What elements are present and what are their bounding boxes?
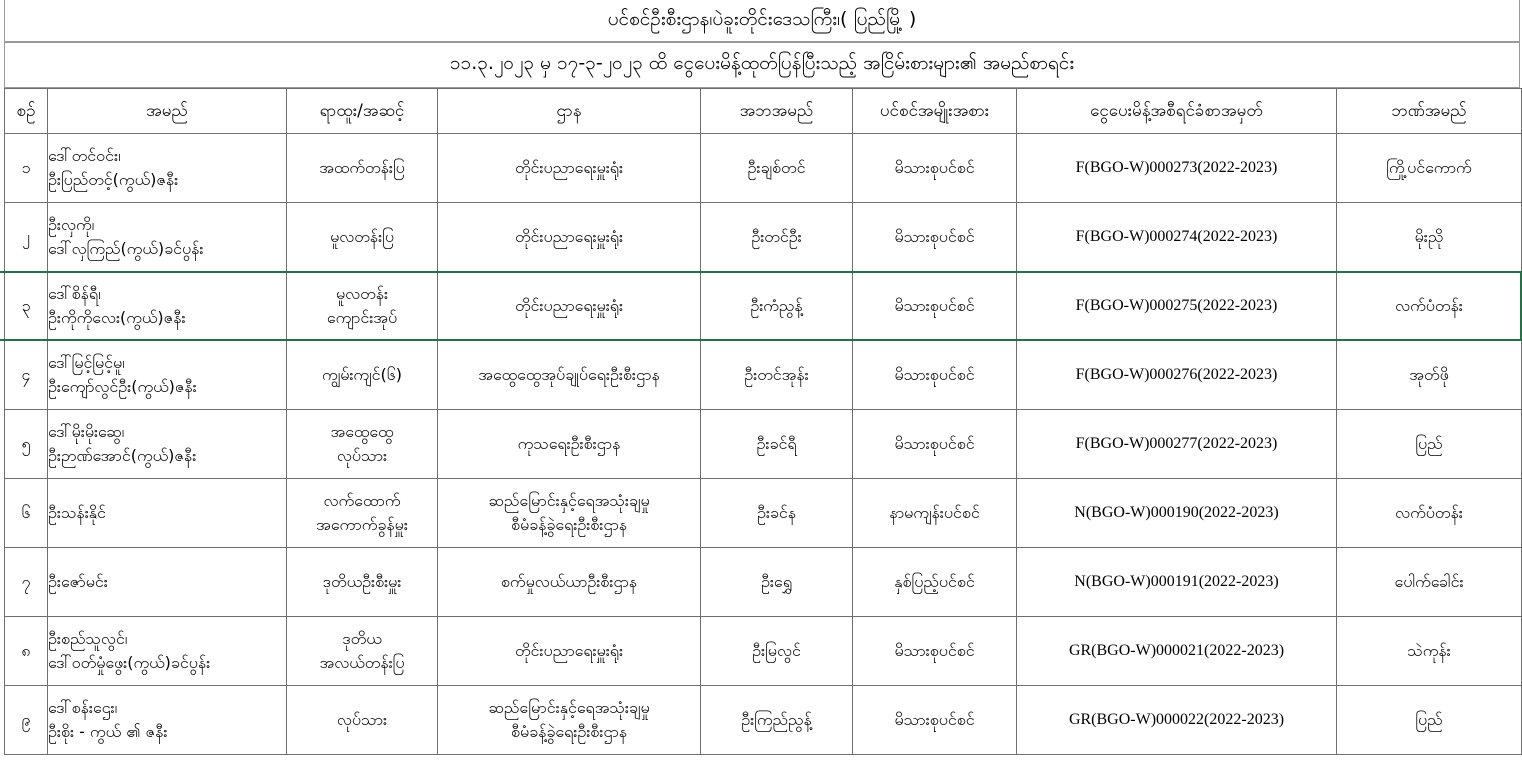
cell-bank[interactable] [1337, 617, 1522, 686]
cell-department-text: စီမံခန့်ခွဲရေးဦးစီးဌာန [510, 515, 628, 534]
cell-father-name-text: ဦးတင်အုန်း [744, 365, 809, 384]
cell-name-text: ဒေါ်မိုးမိုးဆွေ၊ [48, 422, 125, 441]
cell-name-text: ဦးစိုး - ကွယ် ၏ ဇနီး [48, 722, 168, 741]
cell-name-text: ဦးကိုကိုလေး(ကွယ်)ဇနီး [48, 308, 186, 327]
cell-no-text: ၄ [21, 365, 31, 384]
cell-rank-text: မူလတန်း [335, 284, 389, 303]
cell-department-text: တိုင်းပညာရေးမှူးရုံး [514, 296, 624, 315]
cell-rank-text: အကောက်ခွန်မှူး [316, 515, 408, 534]
cell-department-text: အထွေထွေအုပ်ချုပ်ရေးဦးစီးဌာန [478, 365, 660, 384]
cell-pension-type[interactable] [853, 203, 1017, 272]
cell-father-name[interactable] [701, 686, 853, 755]
cell-father-name[interactable] [701, 134, 853, 203]
cell-name-text: ဒေါ်စန်းဌေး၊ [48, 698, 118, 717]
table-row [5, 134, 1522, 203]
cell-rank-text: ဒုတိယဦးစီးမှူး [322, 572, 402, 591]
cell-bank-text: အုတ်ဖို [1409, 365, 1449, 384]
cell-father-name[interactable] [701, 479, 853, 548]
cell-rank[interactable] [287, 134, 438, 203]
cell-order-number-text: N(BGO-W)000190(2022-2023) [1074, 504, 1279, 521]
cell-father-name-text: ဦးခင်ရီ [756, 434, 797, 453]
cell-pension-type-text: နာမကျန်းပင်စင် [889, 503, 980, 522]
cell-no-text: ၉ [21, 710, 31, 729]
cell-name[interactable] [48, 686, 287, 755]
cell-pension-type[interactable] [853, 479, 1017, 548]
cell-rank[interactable] [287, 341, 438, 410]
cell-pension-type-text: မိသားစုပင်စင် [894, 365, 975, 384]
cell-bank-text: ကြို့ပင်ကောက် [1386, 158, 1472, 177]
cell-order-number[interactable] [1017, 686, 1337, 755]
cell-pension-type[interactable] [853, 548, 1017, 617]
cell-name-text: ဦးလှကို၊ [48, 215, 95, 234]
header-order-number[interactable]: ငွေပေးမိန့်အစီရင်ခံစာအမှတ် [1017, 89, 1337, 134]
sheet-subtitle[interactable] [4, 42, 1520, 88]
cell-name[interactable] [48, 410, 287, 479]
cell-rank[interactable] [287, 410, 438, 479]
cell-name[interactable] [48, 203, 287, 272]
cell-bank-text: ပေါက်ခေါင်း [1394, 572, 1464, 591]
cell-order-number-text: F(BGO-W)000275(2022-2023) [1075, 297, 1278, 314]
sheet-title-text: ပင်စင်ဦးစီးဌာန၊ပဲခူးတိုင်းဒေသကြီး၊( ပြည်မြို့ ) [607, 7, 917, 30]
cell-order-number-text: N(BGO-W)000191(2022-2023) [1074, 573, 1279, 590]
cell-name-text: ဒေါ်တင်ဝင်း၊ [48, 146, 121, 165]
table-row [5, 203, 1522, 272]
cell-department[interactable] [438, 410, 701, 479]
cell-rank-text: မူလတန်းပြ [330, 227, 394, 246]
cell-father-name[interactable] [701, 203, 853, 272]
cell-name[interactable] [48, 617, 287, 686]
cell-father-name-text: ဦးခင်န [756, 503, 797, 522]
header-rank[interactable]: ရာထူး/အဆင့် [287, 89, 438, 134]
cell-bank[interactable] [1337, 548, 1522, 617]
cell-name[interactable] [48, 479, 287, 548]
cell-name-text: ဒေါ်လှကြည်(ကွယ်)ခင်ပွန်း [48, 239, 204, 258]
cell-pension-type-text: မိသားစုပင်စင် [894, 710, 975, 729]
cell-department-text: တိုင်းပညာရေးမှူးရုံး [514, 641, 624, 660]
table-row [5, 341, 1522, 410]
cell-bank-text: မိုးညို [1414, 227, 1444, 246]
cell-pension-type-text: မိသားစုပင်စင် [894, 434, 975, 453]
cell-bank[interactable] [1337, 203, 1522, 272]
cell-rank[interactable] [287, 617, 438, 686]
cell-name-text: ဒေါ်မြင့်မြင့်မူ၊ [48, 353, 125, 372]
cell-father-name-text: ဦးကြည်ညွန့် [741, 710, 812, 729]
cell-rank-text: ကျောင်းအုပ် [326, 308, 398, 327]
cell-department[interactable] [438, 341, 701, 410]
cell-name-text: ဒေါ်စိန်ရီ၊ [48, 284, 101, 303]
cell-father-name[interactable] [701, 272, 853, 341]
cell-bank-text: လက်ပံတန်း [1395, 503, 1463, 522]
cell-no[interactable] [5, 479, 48, 548]
cell-rank-text: ဒုတိယ [342, 629, 382, 648]
cell-department[interactable] [438, 272, 701, 341]
cell-order-number[interactable] [1017, 548, 1337, 617]
cell-no[interactable] [5, 548, 48, 617]
cell-bank-text: လက်ပံတန်း [1395, 296, 1463, 315]
cell-department-text: ကုသရေးဦးစီးဌာန [517, 434, 621, 453]
cell-name[interactable] [48, 341, 287, 410]
cell-department[interactable] [438, 479, 701, 548]
cell-department[interactable] [438, 548, 701, 617]
cell-rank[interactable] [287, 686, 438, 755]
cell-father-name-text: ဦးမြလွင် [752, 641, 801, 660]
cell-department-text: တိုင်းပညာရေးမှူးရုံး [514, 158, 624, 177]
cell-name-text: ဦးသန်းနိုင် [48, 503, 106, 522]
header-bank[interactable]: ဘဏ်အမည် [1337, 89, 1522, 134]
cell-bank-text: ပြည် [1415, 710, 1443, 729]
cell-no-text: ၃ [21, 296, 31, 315]
cell-rank-text: လုပ်သား [336, 446, 388, 465]
cell-pension-type-text: မိသားစုပင်စင် [894, 227, 975, 246]
cell-order-number-text: F(BGO-W)000273(2022-2023) [1075, 159, 1278, 176]
sheet-subtitle-text: ၁၁.၃.၂၀၂၃ မှ ၁၇-၃-၂၀၂၃ ထိ ငွေပေးမိန့်ထုတ်ပြန်ပြီးသည့် အငြိမ်းစားများ၏ အမည်စာရင်း [449, 52, 1075, 74]
cell-department-text: တိုင်းပညာရေးမှူးရုံး [514, 227, 624, 246]
cell-father-name[interactable] [701, 617, 853, 686]
header-pension-type[interactable]: ပင်စင်အမျိုးအစား [853, 89, 1017, 134]
cell-department[interactable] [438, 686, 701, 755]
cell-no-text: ၈ [21, 641, 31, 660]
cell-bank[interactable] [1337, 341, 1522, 410]
pension-table [4, 88, 1522, 755]
cell-father-name[interactable] [701, 410, 853, 479]
cell-no[interactable] [5, 134, 48, 203]
cell-no[interactable] [5, 341, 48, 410]
cell-order-number[interactable] [1017, 479, 1337, 548]
cell-bank-text: ပြည် [1415, 434, 1443, 453]
cell-father-name-text: ဦးကံညွန့် [750, 296, 803, 315]
cell-rank-text: အထက်တန်းပြ [319, 158, 405, 177]
cell-bank[interactable] [1337, 272, 1522, 341]
header-row [5, 89, 1522, 134]
cell-no[interactable] [5, 203, 48, 272]
cell-department-text: ဆည်မြောင်းနှင့်ရေအသုံးချမှု [488, 491, 650, 510]
cell-order-number[interactable] [1017, 272, 1337, 341]
cell-no[interactable] [5, 410, 48, 479]
table-row [5, 479, 1522, 548]
cell-father-name[interactable] [701, 341, 853, 410]
cell-order-number-text: GR(BGO-W)000021(2022-2023) [1068, 642, 1285, 659]
cell-no[interactable] [5, 686, 48, 755]
table-row [5, 548, 1522, 617]
cell-name[interactable] [48, 272, 287, 341]
header-name[interactable]: အမည် [48, 89, 287, 134]
sheet-title[interactable] [4, 0, 1520, 42]
cell-no-text: ၂ [22, 227, 30, 246]
cell-order-number[interactable] [1017, 617, 1337, 686]
table-row [5, 410, 1522, 479]
cell-bank[interactable] [1337, 686, 1522, 755]
cell-pension-type[interactable] [853, 686, 1017, 755]
cell-pension-type[interactable] [853, 410, 1017, 479]
cell-name-text: ဦးဇော်မင်း [48, 572, 108, 591]
cell-father-name[interactable] [701, 548, 853, 617]
cell-pension-type-text: မိသားစုပင်စင် [894, 158, 975, 177]
cell-pension-type[interactable] [853, 617, 1017, 686]
cell-bank[interactable] [1337, 410, 1522, 479]
cell-no[interactable] [5, 617, 48, 686]
cell-no-text: ၅ [21, 434, 31, 453]
header-father-name[interactable]: အဘအမည် [701, 89, 853, 134]
cell-name[interactable] [48, 134, 287, 203]
cell-order-number[interactable] [1017, 203, 1337, 272]
cell-pension-type[interactable] [853, 272, 1017, 341]
cell-order-number[interactable] [1017, 134, 1337, 203]
cell-name-text: ဦးဉာဏ်အောင်(ကွယ်)ဇနီး [48, 446, 197, 465]
cell-father-name-text: ဦးရွှေ [760, 572, 793, 591]
cell-no-text: ၆ [21, 503, 31, 522]
cell-department-text: စီမံခန့်ခွဲရေးဦးစီးဌာန [510, 722, 628, 741]
cell-department[interactable] [438, 203, 701, 272]
cell-rank-text: ကျွမ်းကျင်(၆) [322, 365, 402, 384]
cell-order-number-text: F(BGO-W)000277(2022-2023) [1075, 435, 1278, 452]
cell-name-text: ဒေါ်ဝတ်မှုံဖွေး(ကွယ်)ခင်ပွန်း [48, 653, 211, 672]
cell-order-number[interactable] [1017, 341, 1337, 410]
cell-rank-text: လက်ထောက် [323, 491, 401, 510]
cell-no-text: ၇ [21, 572, 31, 591]
table-row [5, 272, 1522, 341]
cell-rank[interactable] [287, 272, 438, 341]
cell-rank-text: လုပ်သား [336, 710, 388, 729]
cell-bank[interactable] [1337, 134, 1522, 203]
cell-bank[interactable] [1337, 479, 1522, 548]
cell-pension-type-text: မိသားစုပင်စင် [894, 641, 975, 660]
cell-name-text: ဦးပြည်တင့်(ကွယ်)ဇနီး [48, 170, 179, 189]
cell-pension-type[interactable] [853, 134, 1017, 203]
cell-pension-type-text: မိသားစုပင်စင် [894, 296, 975, 315]
cell-department[interactable] [438, 617, 701, 686]
cell-pension-type[interactable] [853, 341, 1017, 410]
cell-no[interactable] [5, 272, 48, 341]
cell-father-name-text: ဦးချစ်တင် [747, 158, 806, 177]
cell-rank[interactable] [287, 479, 438, 548]
cell-order-number-text: F(BGO-W)000276(2022-2023) [1075, 366, 1278, 383]
cell-father-name-text: ဦးတင်ဦး [751, 227, 802, 246]
cell-no-text: ၁ [21, 158, 31, 177]
table-row [5, 617, 1522, 686]
cell-order-number-text: GR(BGO-W)000022(2022-2023) [1068, 711, 1285, 728]
cell-rank[interactable] [287, 548, 438, 617]
table-row [5, 686, 1522, 755]
header-department[interactable]: ဌာန [438, 89, 701, 134]
cell-order-number[interactable] [1017, 410, 1337, 479]
cell-rank[interactable] [287, 203, 438, 272]
cell-name-text: ဦးစည်သူလွင်၊ [48, 629, 128, 648]
cell-department-text: ဆည်မြောင်းနှင့်ရေအသုံးချမှု [488, 698, 650, 717]
cell-department-text: စက်မှုလယ်ယာဦးစီးဌာန [500, 572, 638, 591]
cell-name[interactable] [48, 548, 287, 617]
cell-bank-text: သဲကုန်း [1407, 641, 1451, 660]
cell-department[interactable] [438, 134, 701, 203]
cell-pension-type-text: နှစ်ပြည့်ပင်စင် [894, 572, 975, 591]
cell-name-text: ဦးကျော်လွင်ဦး(ကွယ်)ဇနီး [48, 377, 197, 396]
cell-rank-text: အထွေထွေ [330, 422, 394, 441]
cell-rank-text: အလယ်တန်းပြ [319, 653, 405, 672]
header-no[interactable]: စဉ် [5, 89, 48, 134]
cell-order-number-text: F(BGO-W)000274(2022-2023) [1075, 228, 1278, 245]
